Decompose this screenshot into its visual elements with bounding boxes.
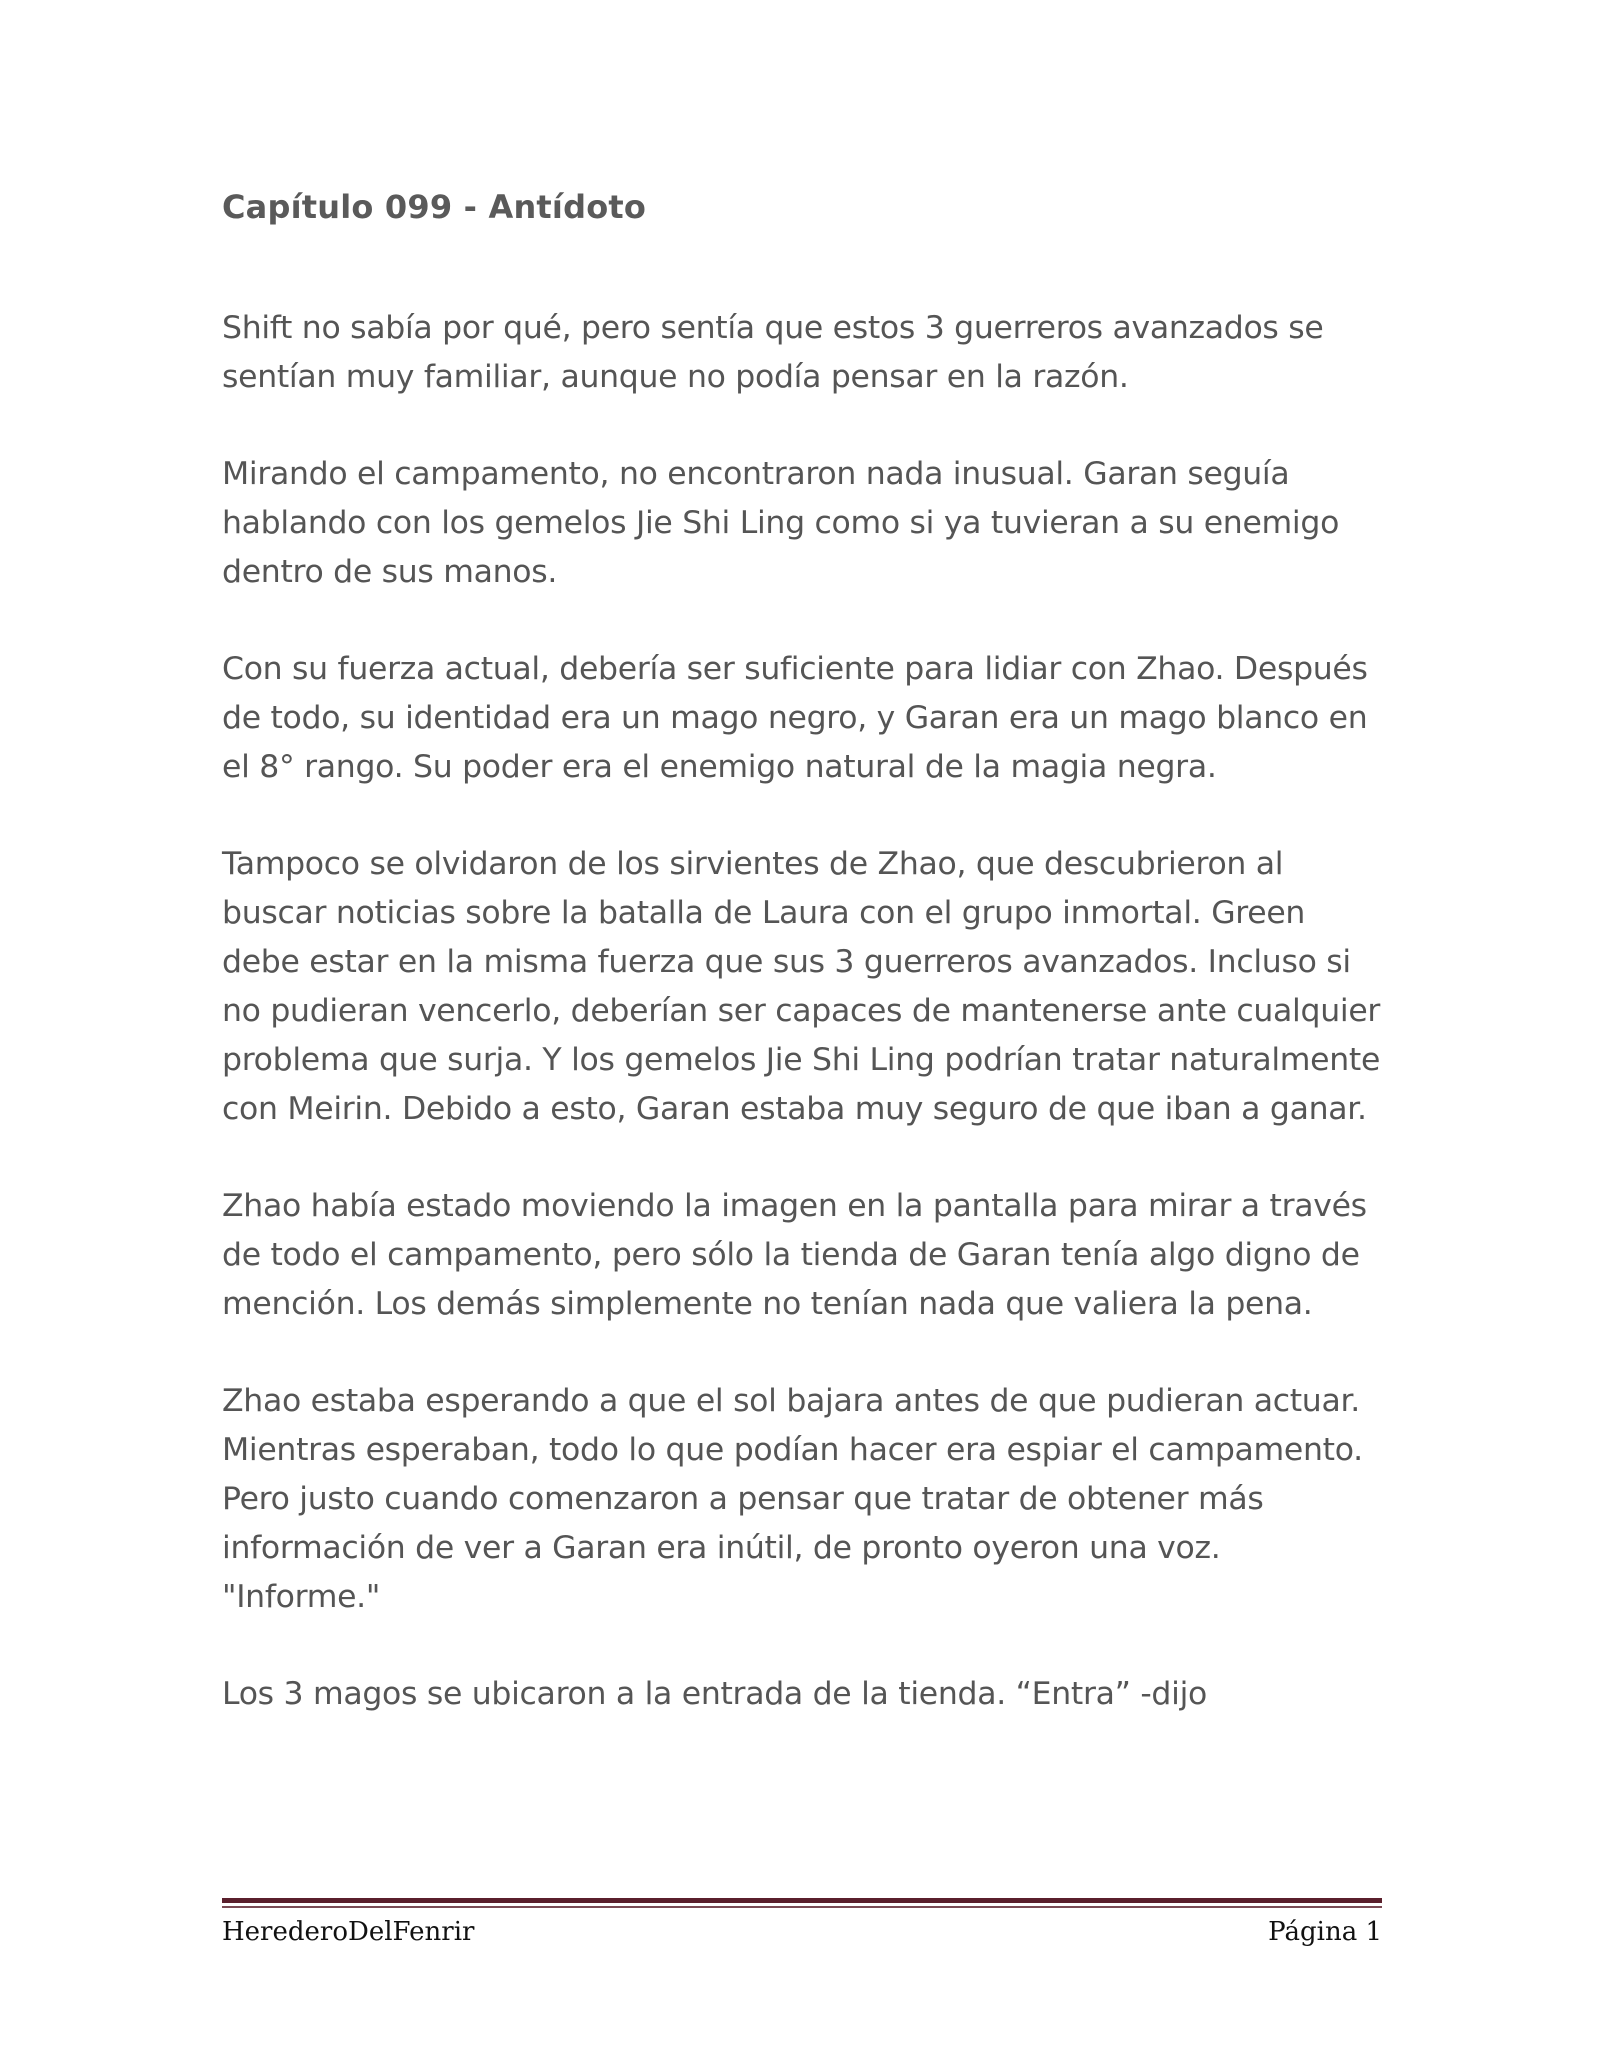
chapter-body [222,304,1382,1767]
chapter-title: Capítulo 099 - Antídoto [222,188,647,226]
paragraph-2: Mirando el campamento, no encontraron nada inusual. Garan seguía hablando con los gemelos Jie Shi Ling como si ya tuvieran a su enemigo dentro de sus manos. [222,456,1340,590]
paragraph-6: Zhao estaba esperando a que el sol bajara antes de que pudieran actuar. Mientras esperaban, todo lo que podían hacer era espiar el campamento. Pero justo cuando comenzaron a pensar que tratar de obtener más información de ver a Garan era inútil, de pronto oyeron una voz. "Informe." [222,1383,1363,1615]
paragraph-1: Shift no sabía por qué, pero sentía que estos 3 guerreros avanzados se sentían muy familiar, aunque no podía pensar en la razón. [222,310,1324,395]
paragraph-7: Los 3 magos se ubicaron a la entrada de la tienda. “Entra” -dijo [222,1676,1208,1712]
paragraph-5: Zhao había estado moviendo la imagen en la pantalla para mirar a través de todo el campamento, pero sólo la tienda de Garan tenía algo digno de mención. Los demás simplemente no tenían nada que valiera la pena. [222,1188,1367,1322]
paragraph-3: Con su fuerza actual, debería ser suficiente para lidiar con Zhao. Después de todo, su identidad era un mago negro, y Garan era un mago blanco en el 8° rango. Su poder era el enemigo natural de la magia negra. [222,651,1368,785]
paragraph-4: Tampoco se olvidaron de los sirvientes de Zhao, que descubrieron al buscar noticias sobre la batalla de Laura con el grupo inmortal. Green debe estar en la misma fuerza que sus 3 guerreros avanzados. Incluso si no pudieran vencerlo, deberían ser capaces de mantenerse ante cualquier problema que surja. Y los gemelos Jie Shi Ling podrían tratar naturalmente con Meirin. Debido a esto, Garan estaba muy seguro de que iban a ganar. [222,846,1381,1127]
footer-author: HerederoDelFenrir [222,1917,475,1947]
page-number: Página 1 [1268,1917,1382,1947]
footer-divider-thin [222,1906,1382,1908]
footer-divider [222,1898,1382,1903]
